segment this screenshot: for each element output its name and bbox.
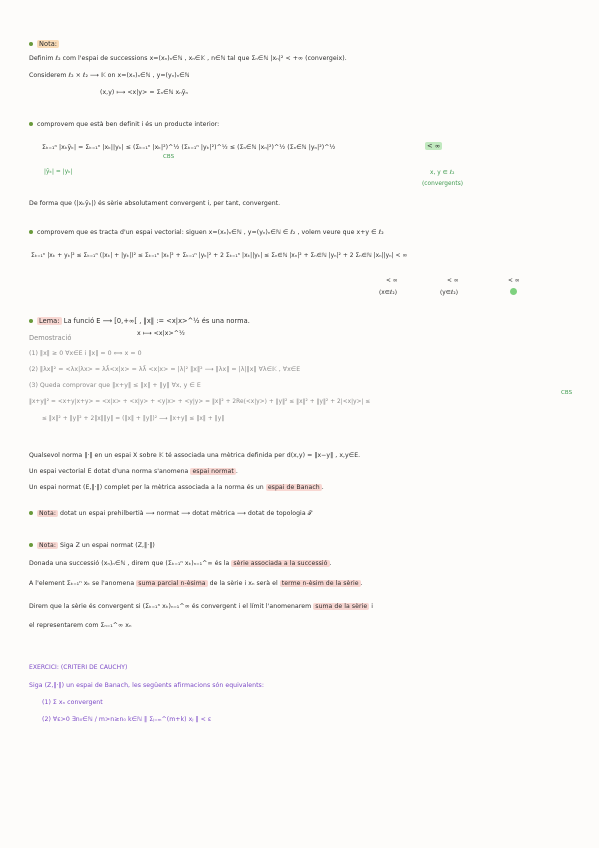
exercici-line1: Siga (Z,‖·‖) un espai de Banach, les següents afirmacions són equivalents:: [29, 682, 264, 689]
prod-cbs-label: CBS: [163, 154, 175, 160]
nota1-heading: [29, 40, 59, 48]
term-terme-n-esim: terme n-èsim de la sèrie: [281, 580, 359, 587]
vect-line1: comprovem que es tracta d'un espai vectorial: siguen x=(xₙ)ₙ∈ℕ , y=(yₙ)ₙ∈ℕ ∈ ℓ₂ , volem veure que x+y ∈ ℓ₂: [29, 229, 384, 236]
text-banach: Un espai normat (E,‖·‖) complet per la mètrica associada a la norma és un espai de Banach .: [29, 484, 324, 491]
text-normed: Un espai vectorial E dotat d'una norma s'anomena espai normat .: [29, 468, 238, 475]
lema-cbs-label: CBS: [561, 390, 573, 396]
nota2-title: Nota:: [39, 510, 56, 517]
term-serie-associada: sèrie associada a la successió: [233, 560, 328, 567]
exercici-title: EXERCICI: (CRITERI DE CAUCHY): [29, 664, 128, 671]
lema-line2: x ⟼ <x|x>^½: [137, 330, 185, 337]
nota3-line2: Donada una successió (xₙ)ₙ∈ℕ , direm que (Σₖ₌₁ⁿ xₖ)ₙ₌₁^∞ és la sèrie associada a la successió .: [29, 560, 332, 567]
exercici-line2: (1) Σ xₙ convergent: [42, 699, 103, 706]
nota3-line5: el representarem com Σₙ₌₁^∞ xₙ: [29, 622, 132, 629]
nota1-title: Nota:: [39, 40, 58, 48]
nota1-line2: Considerem ℓ₂ × ℓ₂ ⟶ 𝕂 on x=(xₙ)ₙ∈ℕ , y=(yₙ)ₙ∈ℕ: [29, 72, 190, 79]
vect-brace2-top: < ∞: [447, 278, 459, 284]
lema-demo-title: Demostració: [29, 334, 72, 342]
text-metric: Qualsevol norma ‖·‖ en un espai X sobre 𝕂 té associada una mètrica definida per d(x,y) = ‖x−y‖ , x,y∈E.: [29, 452, 361, 459]
nota3-line1: Nota: Siga Z un espai normat (Z,‖·‖): [29, 542, 155, 549]
bullet-icon: [29, 319, 33, 323]
bullet-icon: [29, 543, 33, 547]
prod-limit-badge: < ∞: [427, 142, 441, 150]
prod-line1: comprovem que està ben definit i és un producte interior:: [29, 121, 219, 128]
lema-title: Lema:: [39, 317, 60, 325]
lema-item4: ‖x+y‖² = <x+y|x+y> = <x|x> + <x|y> + <y|x> + <y|y> = ‖x‖² + 2Re(<x|y>) + ‖y‖² ≤ ‖x‖² + ‖y‖² + 2|<x|y>| ≤: [29, 399, 371, 405]
nota3-title: Nota:: [39, 542, 56, 549]
nota2-line: Nota: dotat un espai prehilbertià ⟶ normat ⟶ dotat mètrica ⟶ dotat de topologia 𝒯: [29, 510, 312, 518]
nota3-line3: A l'element Σₖ₌₁ⁿ xₖ se l'anomena suma parcial n-èsima de la sèrie i xₙ serà el terme n-èsim de la sèrie .: [29, 580, 363, 587]
term-suma-serie: suma de la sèrie: [315, 603, 368, 610]
exercici-line3: (2) ∀ε>0 ∃n₀∈ℕ / m>n≥n₀ k∈ℕ ‖ Σⱼ₌ₘ^(m+k) xⱼ ‖ < ε: [42, 716, 212, 723]
prod-inequality: Σₖ₌₁ⁿ |xₖȳₖ| = Σₖ₌₁ⁿ |xₖ||yₖ| ≤ (Σₖ₌₁ⁿ |xₖ|²)^½ (Σₖ₌₁ⁿ |yₖ|²)^½ ≤ (Σₙ∈ℕ |xₙ|²)^½ (Σₙ∈ℕ |yₙ|²)^½: [42, 144, 336, 151]
prod-note-right1: x, y ∈ ℓ₂: [430, 170, 455, 176]
vect-inequality: Σₖ₌₁ⁿ |xₖ + yₖ|² ≤ Σₖ₌₁ⁿ (|xₖ| + |yₖ|)² ≤ Σₖ₌₁ⁿ |xₖ|² + Σₖ₌₁ⁿ |yₖ|² + 2 Σₖ₌₁ⁿ |xₖ||yₖ| ≤ Σₙ∈ℕ |xₙ|² + Σₙ∈ℕ |yₙ|² + 2 Σₙ∈ℕ |xₙ||yₙ| < ∞: [31, 253, 408, 259]
lema-item3: (3) Queda comprovar que ‖x+y‖ ≤ ‖x‖ + ‖y‖ ∀x, y ∈ E: [29, 382, 201, 389]
prod-note-right2: (convergents): [422, 181, 464, 187]
term-suma-parcial: suma parcial n-èsima: [138, 580, 206, 587]
lema-item5: ≤ ‖x‖² + ‖y‖² + 2‖x‖‖y‖ = (‖x‖ + ‖y‖)² ⟶ ‖x+y‖ ≤ ‖x‖ + ‖y‖: [42, 416, 225, 422]
term-espai-banach: espai de Banach: [267, 484, 320, 491]
bullet-icon: [29, 42, 33, 46]
nota3-line4: Direm que la sèrie és convergent si (Σₖ₌₁ⁿ xₖ)ₙ₌₁^∞ és convergent i el límit l'anomenarem suma de la sèrie i: [29, 603, 374, 610]
term-espai-normat: espai normat: [192, 468, 234, 475]
vect-brace2-bottom: (y∈ℓ₂): [440, 290, 459, 296]
lema-item1: (1) ‖x‖ ≥ 0 ∀x∈E i ‖x‖ = 0 ⟺ x = 0: [29, 350, 142, 357]
nota1-line3: (x,y) ⟼ <x|y> = Σₙ∈ℕ xₙȳₙ: [100, 89, 189, 96]
bullet-icon: [29, 511, 33, 515]
lema-item2: (2) ‖λx‖² = <λx|λx> = λλ̄<x|x> = λλ̄ <x|x> = |λ|² ‖x‖² ⟶ ‖λx‖ = |λ|‖x‖ ∀λ∈𝕂 , ∀x∈E: [29, 366, 301, 373]
prod-conclusion: De forma que (|xₖȳₖ|) és sèrie absolutament convergent i, per tant, convergent.: [29, 200, 281, 207]
vect-check-dot: [510, 287, 517, 295]
prod-note-left: |ȳₖ| = |yₖ|: [44, 169, 73, 175]
lema-line1: Lema: La funció E ⟶ [0,+∞[ , ‖x‖ := <x|x>^½ és una norma.: [29, 317, 250, 325]
bullet-icon: [29, 230, 33, 234]
nota1-line1: Definim ℓ₂ com l'espai de successions x=(xₙ)ₙ∈ℕ , xₙ∈𝕂 , n∈ℕ tal que Σₙ∈ℕ |xₙ|² < +∞ (convergeix).: [29, 55, 347, 62]
vect-brace3-top: < ∞: [508, 278, 520, 284]
vect-brace1-bottom: (x∈ℓ₂): [379, 290, 398, 296]
bullet-icon: [29, 122, 33, 126]
vect-brace1-top: < ∞: [386, 278, 398, 284]
